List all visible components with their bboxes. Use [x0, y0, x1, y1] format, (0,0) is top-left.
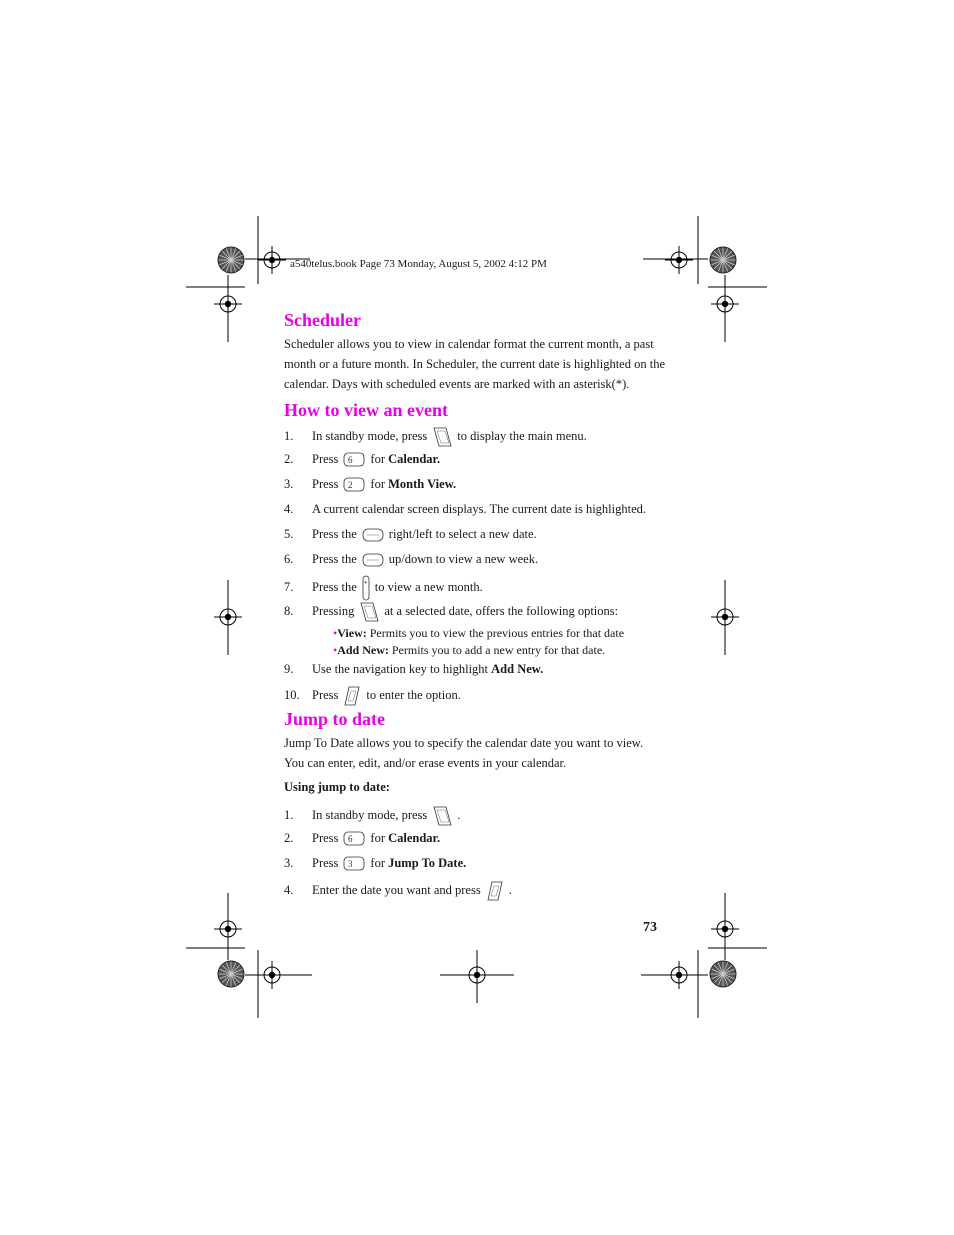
- key-6-icon: [342, 830, 366, 848]
- nav-key-icon: [361, 551, 385, 569]
- menu-option: Jump To Date.: [388, 856, 467, 870]
- jump-subhead: Using jump to date:: [284, 780, 390, 794]
- step-number: 10.: [284, 687, 300, 702]
- menu-key-icon: [431, 804, 453, 828]
- nav-key-icon: [361, 526, 385, 544]
- option-label: Add New:: [337, 643, 389, 657]
- list-item: [284, 684, 461, 708]
- list-item: [284, 829, 440, 848]
- option-bullet: [333, 626, 624, 641]
- step-text: In standby mode, press: [312, 807, 428, 822]
- menu-option: Month View.: [388, 477, 457, 491]
- option-text: Permits you to view the previous entries for that date: [369, 626, 625, 640]
- step-number: 6.: [284, 552, 294, 566]
- bullet-dot: •: [333, 643, 338, 657]
- list-item: [284, 879, 512, 903]
- menu-key-icon: [431, 425, 453, 449]
- list-item: [284, 575, 483, 601]
- svg-text:6: 6: [348, 834, 353, 845]
- step-text-after: up/down to view a new week.: [388, 552, 539, 566]
- step-text: Press: [312, 477, 339, 491]
- step-text: In standby mode, press: [312, 428, 428, 443]
- list-item: [284, 475, 456, 494]
- option-bullet: [333, 643, 605, 658]
- step-text-after: .: [457, 807, 461, 822]
- step-text: Press: [312, 452, 339, 466]
- view-event-heading: How to view an event: [284, 400, 448, 420]
- step-text: Pressing: [312, 603, 355, 618]
- menu-option: Calendar.: [388, 831, 441, 845]
- ok-key-icon: [485, 879, 505, 903]
- step-text-after: for: [370, 477, 385, 491]
- step-text: Press: [312, 856, 339, 870]
- menu-option: Add New.: [491, 662, 544, 676]
- list-item: [284, 500, 646, 518]
- step-text: Enter the date you want and press: [312, 882, 481, 897]
- scheduler-body: Scheduler allows you to view in calendar format the current month, a past month or a future month. In Scheduler, the current date is highlighted on the calendar. Days with scheduled events are marked with an asterisk(*).: [284, 337, 665, 391]
- step-text: Press the: [312, 579, 357, 594]
- option-text: Permits you to add a new entry for that date.: [391, 643, 606, 657]
- print-header: a540telus.book Page 73 Monday, August 5, 2002 4:12 PM: [290, 258, 547, 270]
- menu-key-icon: [358, 600, 380, 624]
- step-text-after: at a selected date, offers the following options:: [384, 603, 619, 618]
- list-item: [284, 804, 460, 828]
- ok-key-icon: [342, 684, 362, 708]
- step-text-after: to display the main menu.: [457, 428, 587, 443]
- jump-heading: Jump to date: [284, 709, 386, 729]
- list-item: [284, 525, 537, 544]
- step-number: 9.: [284, 662, 294, 676]
- menu-option: Calendar.: [388, 452, 441, 466]
- step-text-after: for: [370, 831, 385, 845]
- scheduler-heading: Scheduler: [284, 310, 362, 330]
- list-item: [284, 660, 543, 678]
- step-number: 2.: [284, 452, 294, 466]
- step-number: 2.: [284, 831, 294, 845]
- step-text-after: .: [508, 882, 512, 897]
- list-item: [284, 450, 440, 469]
- option-label: View:: [337, 626, 367, 640]
- jump-body: Jump To Date allows you to specify the calendar date you want to view. You can enter, edit, and/or erase events in your calendar.: [284, 736, 644, 770]
- list-item: [284, 550, 538, 569]
- step-number: 1.: [284, 807, 294, 822]
- bullet-dot: •: [333, 626, 338, 640]
- svg-text:*: *: [363, 580, 368, 588]
- side-key-icon: [361, 575, 371, 601]
- step-text-after: for: [370, 856, 385, 870]
- step-number: 3.: [284, 856, 294, 870]
- list-item: [284, 600, 618, 624]
- step-number: 1.: [284, 428, 294, 443]
- step-text: Press the: [312, 527, 357, 541]
- step-text-after: to enter the option.: [366, 687, 461, 702]
- step-text-after: for: [370, 452, 385, 466]
- step-number: 3.: [284, 477, 294, 491]
- step-number: 5.: [284, 527, 294, 541]
- step-number: 8.: [284, 603, 294, 618]
- step-number: 7.: [284, 579, 294, 594]
- page-number: 73: [643, 920, 657, 935]
- step-text-after: right/left to select a new date.: [388, 527, 537, 541]
- svg-text:6: 6: [348, 455, 353, 466]
- key-6-icon: [342, 451, 366, 469]
- step-text-after: to view a new month.: [374, 579, 483, 594]
- step-text: Use the navigation key to highlight: [312, 662, 489, 676]
- list-item: [284, 854, 466, 873]
- svg-text:2: 2: [348, 480, 353, 491]
- step-text: Press the: [312, 552, 357, 566]
- step-text: Press: [312, 687, 339, 702]
- key-3-icon: [342, 855, 366, 873]
- key-2-icon: [342, 476, 366, 494]
- step-text: A current calendar screen displays. The current date is highlighted.: [312, 502, 647, 516]
- step-text: Press: [312, 831, 339, 845]
- step-number: 4.: [284, 502, 294, 516]
- list-item: [284, 425, 587, 449]
- svg-text:3: 3: [348, 859, 353, 870]
- step-number: 4.: [284, 882, 294, 897]
